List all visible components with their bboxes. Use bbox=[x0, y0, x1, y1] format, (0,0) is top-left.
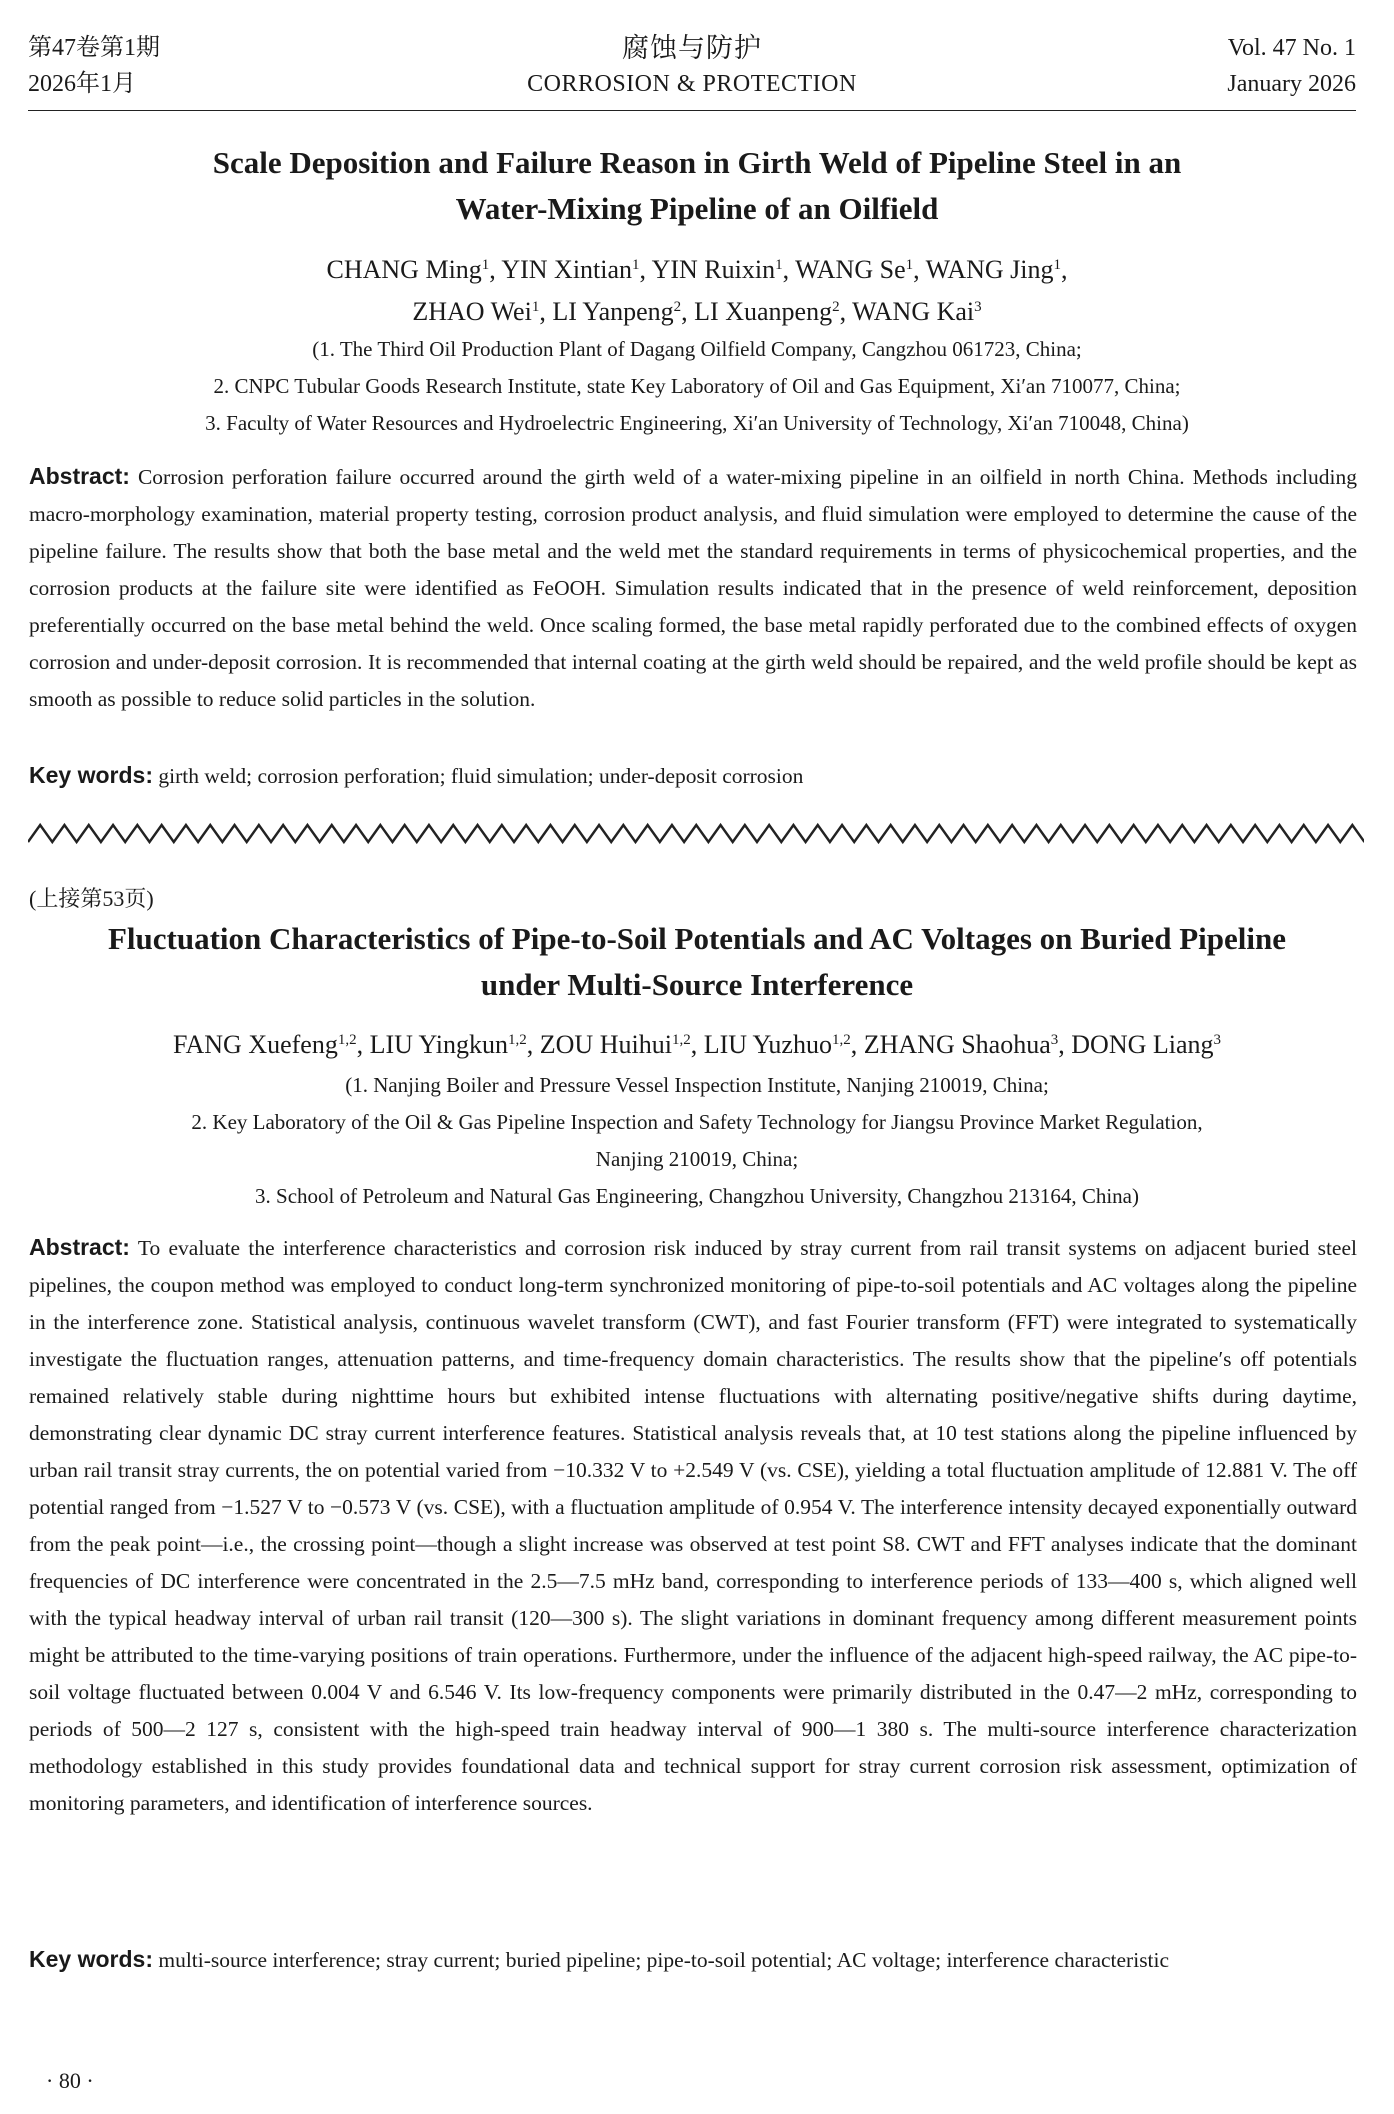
journal-name-cn: 腐蚀与防护 bbox=[622, 33, 762, 63]
article1-title bbox=[60, 140, 1334, 232]
article1-keywords bbox=[29, 757, 1357, 795]
volume-issue-en: Vol. 47 No. 1 bbox=[1227, 35, 1356, 61]
abstract-label: Abstract: bbox=[29, 463, 130, 489]
volume-issue-cn: 第47卷第1期 bbox=[28, 35, 160, 61]
date-cn: 2026年1月 bbox=[28, 71, 136, 97]
article2-affiliations bbox=[40, 1067, 1354, 1215]
author: ZHAO Wei bbox=[412, 297, 532, 326]
page-number: · 80 · bbox=[46, 2068, 94, 2093]
article1-title-line1: Scale Deposition and Failure Reason in Girth Weld of Pipeline Steel in an bbox=[212, 145, 1182, 180]
running-header bbox=[28, 30, 1356, 110]
article1-title-line2: Water-Mixing Pipeline of an Oilfield bbox=[455, 191, 939, 226]
author: FANG Xuefeng bbox=[172, 1030, 338, 1059]
keywords-label: Key words: bbox=[29, 1946, 153, 1972]
author: WANG Jing bbox=[925, 255, 1054, 284]
affiliation: 2. Key Laboratory of the Oil & Gas Pipeline Inspection and Safety Technology for Jiangsu Province Market Regulation, bbox=[191, 1110, 1203, 1134]
affiliation: Nanjing 210019, China; bbox=[595, 1147, 799, 1171]
abstract-label: Abstract: bbox=[29, 1234, 130, 1260]
author: ZHANG Shaohua bbox=[863, 1030, 1051, 1059]
author: LIU Yingkun bbox=[369, 1030, 509, 1059]
author: YIN Ruixin bbox=[651, 255, 776, 284]
keywords-text: girth weld; corrosion perforation; fluid simulation; under-deposit corrosion bbox=[158, 764, 804, 788]
affiliation: 3. School of Petroleum and Natural Gas Engineering, Changzhou University, Changzhou 213164, China) bbox=[255, 1184, 1139, 1208]
author: YIN Xintian bbox=[501, 255, 633, 284]
affiliation: 3. Faculty of Water Resources and Hydroelectric Engineering, Xi′an University of Technology, Xi′an 710048, China) bbox=[205, 411, 1189, 435]
article2-abstract bbox=[29, 1229, 1357, 1822]
affiliation: (1. Nanjing Boiler and Pressure Vessel Inspection Institute, Nanjing 210019, China; bbox=[345, 1073, 1049, 1097]
continuation-note: (上接第53页) bbox=[29, 886, 154, 911]
journal-issue-en bbox=[1227, 30, 1356, 102]
keywords-text: multi-source interference; stray current; buried pipeline; pipe-to-soil potential; AC voltage; interference characteristic bbox=[158, 1948, 1170, 1972]
author: DONG Liang bbox=[1071, 1030, 1214, 1059]
keywords-label: Key words: bbox=[29, 762, 153, 788]
journal-name-en: CORROSION & PROTECTION bbox=[527, 71, 857, 97]
article1-authors-line2: ZHAO Wei$^1$, LI Yanpeng$^2$, LI Xuanpeng$^2$, WANG Kai$^3$ bbox=[412, 297, 982, 326]
wave-separator bbox=[28, 822, 1364, 846]
affiliation: (1. The Third Oil Production Plant of Dagang Oilfield Company, Cangzhou 061723, China; bbox=[312, 337, 1082, 361]
author: LI Yanpeng bbox=[552, 297, 674, 326]
article2-keywords bbox=[29, 1941, 1357, 1979]
date-en: January 2026 bbox=[1227, 71, 1356, 97]
article2-authors bbox=[40, 1024, 1354, 1066]
article1-abstract bbox=[29, 458, 1357, 718]
author: WANG Kai bbox=[852, 297, 975, 326]
abstract-text: Corrosion perforation failure occurred around the girth weld of a water-mixing pipeline in an oilfield in north China. Methods including macro-morphology examination, material property testing, corrosion product analysis, and fluid simulation were employed to determine the cause of the pipeline failure. The results show that both the base metal and the weld met the standard requirements in terms of physicochemical properties, and the corrosion products at the failure site were identified as FeOOH. Simulation results indicated that in the presence of weld reinforcement, deposition preferentially occurred on the base metal behind the weld. Once scaling formed, the base metal rapidly perforated due to the combined effects of oxygen corrosion and under-deposit corrosion. It is recommended that internal coating at the girth weld should be repaired, and the weld profile should be kept as smooth as possible to reduce solid particles in the solution. bbox=[29, 465, 1357, 711]
article1-authors-line1: CHANG Ming$^1$, YIN Xintian$^1$, YIN Ruixin$^1$, WANG Se$^1$, WANG Jing$^1$, bbox=[326, 255, 1068, 284]
article2-title-line2: under Multi-Source Interference bbox=[480, 967, 914, 1002]
journal-name bbox=[28, 30, 1356, 102]
author: LI Xuanpeng bbox=[694, 297, 833, 326]
article2-title bbox=[60, 916, 1334, 1008]
article2-authors-line1: FANG Xuefeng$^{1,2}$, LIU Yingkun$^{1,2}$, ZOU Huihui$^{1,2}$, LIU Yuzhuo$^{1,2}$, ZHANG Shaohua$^3$, DONG Liang$^3$ bbox=[172, 1030, 1222, 1059]
author: ZOU Huihui bbox=[539, 1030, 672, 1059]
article2-title-line1: Fluctuation Characteristics of Pipe-to-Soil Potentials and AC Voltages on Buried Pipeline bbox=[108, 921, 1286, 956]
author: WANG Se bbox=[795, 255, 906, 284]
author: CHANG Ming bbox=[326, 255, 482, 284]
author: LIU Yuzhuo bbox=[703, 1030, 832, 1059]
article1-authors bbox=[40, 249, 1354, 333]
abstract-text: To evaluate the interference characteristics and corrosion risk induced by stray current from rail transit systems on adjacent buried steel pipelines, the coupon method was employed to conduct long-term synchronized monitoring of pipe-to-soil potentials and AC voltages along the pipeline in the interference zone. Statistical analysis, continuous wavelet transform (CWT), and fast Fourier transform (FFT) were integrated to systematically investigate the fluctuation ranges, attenuation patterns, and time-frequency domain characteristics. The results show that the pipeline′s off potentials remained relatively stable during nighttime hours but exhibited intense fluctuations with alternating positive/negative shifts during daytime, demonstrating clear dynamic DC stray current interference features. Statistical analysis reveals that, at 10 test stations along the pipeline influenced by urban rail transit stray currents, the on potential varied from −10.332 V to +2.549 V (vs. CSE), yielding a total fluctuation amplitude of 12.881 V. The off potential ranged from −1.527 V to −0.573 V (vs. CSE), with a fluctuation amplitude of 0.954 V. The interference intensity decayed exponentially outward from the peak point—i.e., the crossing point—though a slight increase was observed at test point S8. CWT and FFT analyses indicate that the dominant frequencies of DC interference were concentrated in the 2.5—7.5 mHz band, corresponding to interference periods of 133—400 s, which aligned well with the typical headway interval of urban rail transit (120—300 s). The slight variations in dominant frequency among different measurement points might be attributed to the time-varying positions of train operations. Furthermore, under the influence of the adjacent high-speed railway, the AC pipe-to-soil voltage fluctuated between 0.004 V and 6.546 V. Its low-frequency components were primarily distributed in the 0.47—2 mHz, corresponding to periods of 500—2 127 s, consistent with the high-speed train headway interval of 900—1 380 s. The multi-source interference characterization methodology established in this study provides foundational data and technical support for stray current corrosion risk assessment, optimization of monitoring parameters, and identification of interference sources. bbox=[29, 1236, 1357, 1815]
affiliation: 2. CNPC Tubular Goods Research Institute, state Key Laboratory of Oil and Gas Equipment, Xi′an 710077, China; bbox=[213, 374, 1181, 398]
wave-line bbox=[28, 825, 1364, 842]
article1-affiliations bbox=[40, 331, 1354, 442]
header-rule bbox=[28, 110, 1356, 111]
